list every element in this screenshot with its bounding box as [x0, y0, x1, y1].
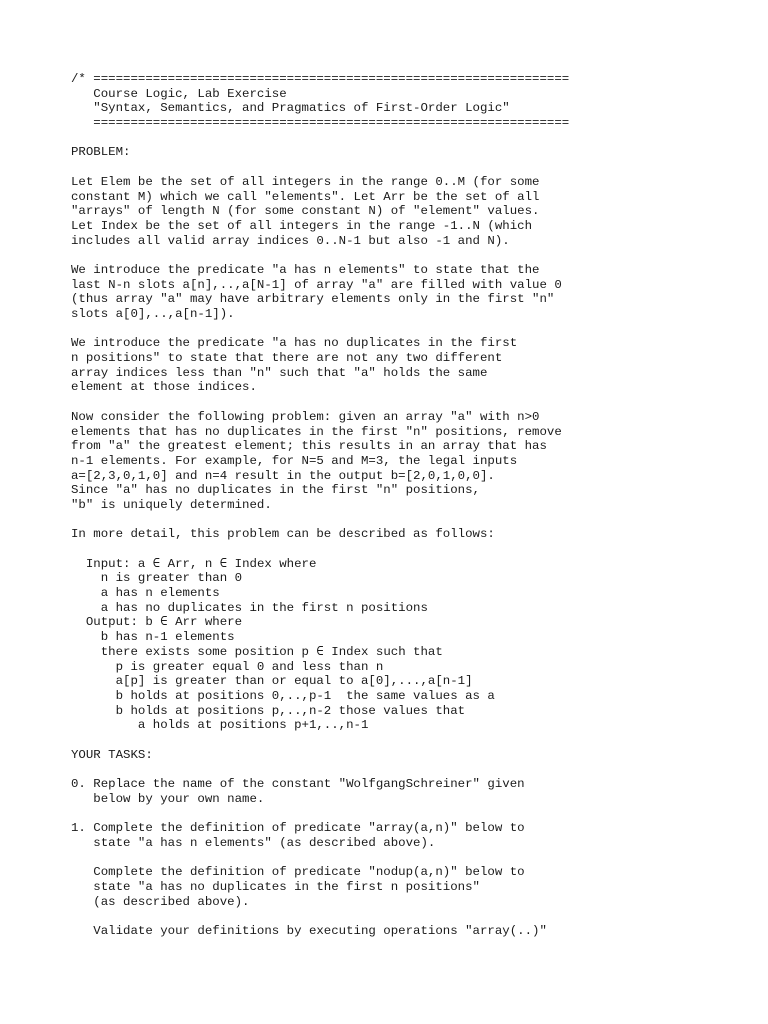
text-line: element at those indices.: [71, 380, 257, 395]
text-line: [71, 248, 761, 263]
text-line: Complete the definition of predicate "nodup(a,n)" below to: [71, 865, 525, 880]
text-line: [71, 762, 761, 777]
text-line: includes all valid array indices 0..N-1 but also -1 and N).: [71, 233, 510, 248]
text-line: b holds at positions p,..,n-2 those values that: [71, 703, 466, 718]
text-line: (as described above).: [71, 894, 250, 909]
text-line: n is greater than 0: [71, 571, 243, 586]
text-line: Course Logic, Lab Exercise: [71, 86, 287, 101]
text-line: [71, 160, 761, 175]
text-line: [71, 513, 761, 528]
text-line: [71, 733, 761, 748]
text-line: a has n elements: [71, 586, 220, 601]
text-line: Validate your definitions by executing operations "array(..)": [71, 923, 547, 938]
text-line: (thus array "a" may have arbitrary elements only in the first "n": [71, 292, 555, 307]
text-line: YOUR TASKS:: [71, 747, 153, 762]
text-line: n positions" to state that there are not any two different: [71, 351, 503, 366]
text-line: Let Elem be the set of all integers in the range 0..M (for some: [71, 174, 540, 189]
text-line: n-1 elements. For example, for N=5 and M=3, the legal inputs: [71, 453, 518, 468]
text-line: there exists some position p ∈ Index such that: [71, 644, 443, 659]
text-line: a has no duplicates in the first n positions: [71, 600, 428, 615]
text-line: ================================================================: [71, 116, 570, 131]
text-line: p is greater equal 0 and less than n: [71, 659, 384, 674]
text-line: elements that has no duplicates in the first "n" positions, remove: [71, 424, 562, 439]
text-line: Output: b ∈ Arr where: [71, 615, 243, 630]
text-line: below by your own name.: [71, 791, 265, 806]
text-line: [71, 909, 761, 924]
text-line: "arrays" of length N (for some constant N) of "element" values.: [71, 204, 540, 219]
text-line: We introduce the predicate "a has no duplicates in the first: [71, 336, 518, 351]
text-line: state "a has n elements" (as described above).: [71, 835, 436, 850]
text-line: constant M) which we call "elements". Let Arr be the set of all: [71, 189, 540, 204]
text-line: slots a[0],..,a[n-1]).: [71, 307, 235, 321]
text-line: /* ================================================================: [71, 72, 570, 86]
text-line: We introduce the predicate "a has n elements" to state that the: [71, 262, 540, 277]
text-line: array indices less than "n" such that "a" holds the same: [71, 365, 488, 380]
text-line: [71, 806, 761, 821]
text-line: [71, 131, 761, 146]
text-line: a[p] is greater than or equal to a[0],...,a[n-1]: [71, 674, 473, 689]
text-line: Now consider the following problem: given an array "a" with n>0: [71, 409, 540, 424]
text-line: from "a" the greatest element; this results in an array that has: [71, 439, 547, 454]
text-line: a holds at positions p+1,..,n-1: [71, 718, 369, 733]
text-line: [71, 542, 761, 557]
text-line: last N-n slots a[n],..,a[N-1] of array "a" are filled with value 0: [71, 277, 562, 292]
text-line: 1. Complete the definition of predicate "array(a,n)" below to: [71, 821, 525, 836]
text-line: Let Index be the set of all integers in the range -1..N (which: [71, 218, 533, 233]
text-line: state "a has no duplicates in the first n positions": [71, 879, 480, 894]
text-line: 0. Replace the name of the constant "WolfgangSchreiner" given: [71, 777, 525, 791]
text-line: Input: a ∈ Arr, n ∈ Index where: [71, 556, 317, 571]
text-line: PROBLEM:: [71, 145, 131, 160]
text-line: In more detail, this problem can be described as follows:: [71, 527, 495, 542]
text-line: b has n-1 elements: [71, 630, 235, 645]
text-line: "Syntax, Semantics, and Pragmatics of First-Order Logic": [71, 101, 510, 116]
text-line: Since "a" has no duplicates in the first "n" positions,: [71, 483, 480, 498]
text-line: [71, 395, 761, 410]
text-line: a=[2,3,0,1,0] and n=4 result in the output b=[2,0,1,0,0].: [71, 468, 495, 483]
text-line: "b" is uniquely determined.: [71, 497, 272, 512]
text-line: [71, 322, 761, 337]
document-text: [71, 72, 761, 939]
text-line: b holds at positions 0,..,p-1 the same values as a: [71, 688, 495, 703]
text-line: [71, 850, 761, 865]
